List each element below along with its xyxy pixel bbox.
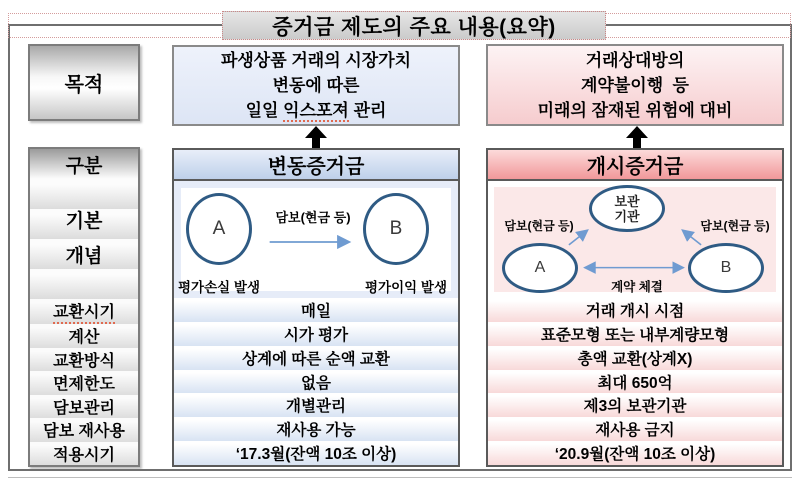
initial-row-collateral-reuse: 재사용 금지 [488, 417, 782, 441]
row-label-collateral-reuse: 담보 재사용 [30, 418, 138, 442]
footer-divider [8, 477, 792, 478]
concept-line1: 기본 [65, 211, 103, 232]
category-header: 구분 [30, 149, 138, 179]
variation-row-exchange-method: 상계에 따른 순액 교환 [174, 346, 458, 370]
variation-row-calculation: 시가 평가 [174, 322, 458, 346]
collateral-left-label: 담보(현금 등) [504, 219, 574, 233]
initial-purpose-line2: 계약불이행 등 [581, 75, 689, 95]
spellcheck-word: 익스포져 [283, 101, 349, 120]
initial-purpose-line3: 미래의 잠재된 위험에 대비 [537, 100, 733, 120]
initial-row-exchange-method: 총액 교환(상계X) [488, 346, 782, 370]
row-label-application-date: 적용시기 [30, 442, 138, 466]
page-title: 증거금 제도의 주요 내용(요약) [222, 11, 606, 40]
initial-row-application-date: ‘20.9월(잔액 10조 이상) [488, 441, 782, 465]
variation-purpose-line1: 파생상품 거래의 시장가치 [220, 51, 412, 70]
custodian-line2: 기관 [614, 208, 640, 224]
variation-purpose-line3: 일일 익스포져 관리 [245, 101, 387, 120]
variation-row-exemption-limit: 없음 [174, 370, 458, 394]
party-a-caption: 평가손실 발생 [178, 280, 260, 295]
party-b-caption: 평가이익 발생 [365, 280, 447, 295]
row-label-calculation: 계산 [30, 324, 138, 348]
collateral-arrow-label: 담보(현금 등) [275, 210, 351, 225]
variation-row-exchange-timing: 매일 [174, 298, 458, 322]
concept-line2: 개념 [65, 246, 103, 267]
row-label-collateral-mgmt: 담보관리 [30, 395, 138, 419]
purpose-row-label: 목적 [28, 44, 140, 121]
party-a-circle: A [186, 193, 252, 265]
initial-row-exchange-timing: 거래 개시 시점 [488, 298, 782, 322]
initial-row-exemption-limit: 최대 650억 [488, 370, 782, 394]
row-label-text: 교환시기 [53, 299, 115, 324]
variation-purpose-line2: 변동에 따른 [272, 76, 360, 95]
custodian-line1: 보관 [614, 193, 640, 209]
initial-purpose-line1: 거래상대방의 [585, 50, 685, 70]
initial-row-calculation: 표준모형 또는 내부계량모형 [488, 322, 782, 346]
variation-row-application-date: ‘17.3월(잔액 10조 이상) [174, 441, 458, 465]
collateral-right-label: 담보(현금 등) [700, 219, 770, 233]
party-b-circle: B [363, 193, 429, 265]
contract-label: 계약 체결 [611, 280, 663, 294]
variation-header: 변동증거금 [174, 150, 458, 181]
outer-frame [8, 24, 792, 471]
row-label-exemption-limit: 면제한도 [30, 371, 138, 395]
variation-row-collateral-reuse: 재사용 가능 [174, 417, 458, 441]
row-label-exchange-method: 교환방식 [30, 348, 138, 372]
variation-row-collateral-mgmt: 개별관리 [174, 393, 458, 417]
initial-header: 개시증거금 [488, 150, 782, 181]
party-b-circle: B [688, 243, 764, 293]
party-a-circle: A [502, 243, 578, 293]
initial-row-collateral-mgmt: 제3의 보관기관 [488, 393, 782, 417]
